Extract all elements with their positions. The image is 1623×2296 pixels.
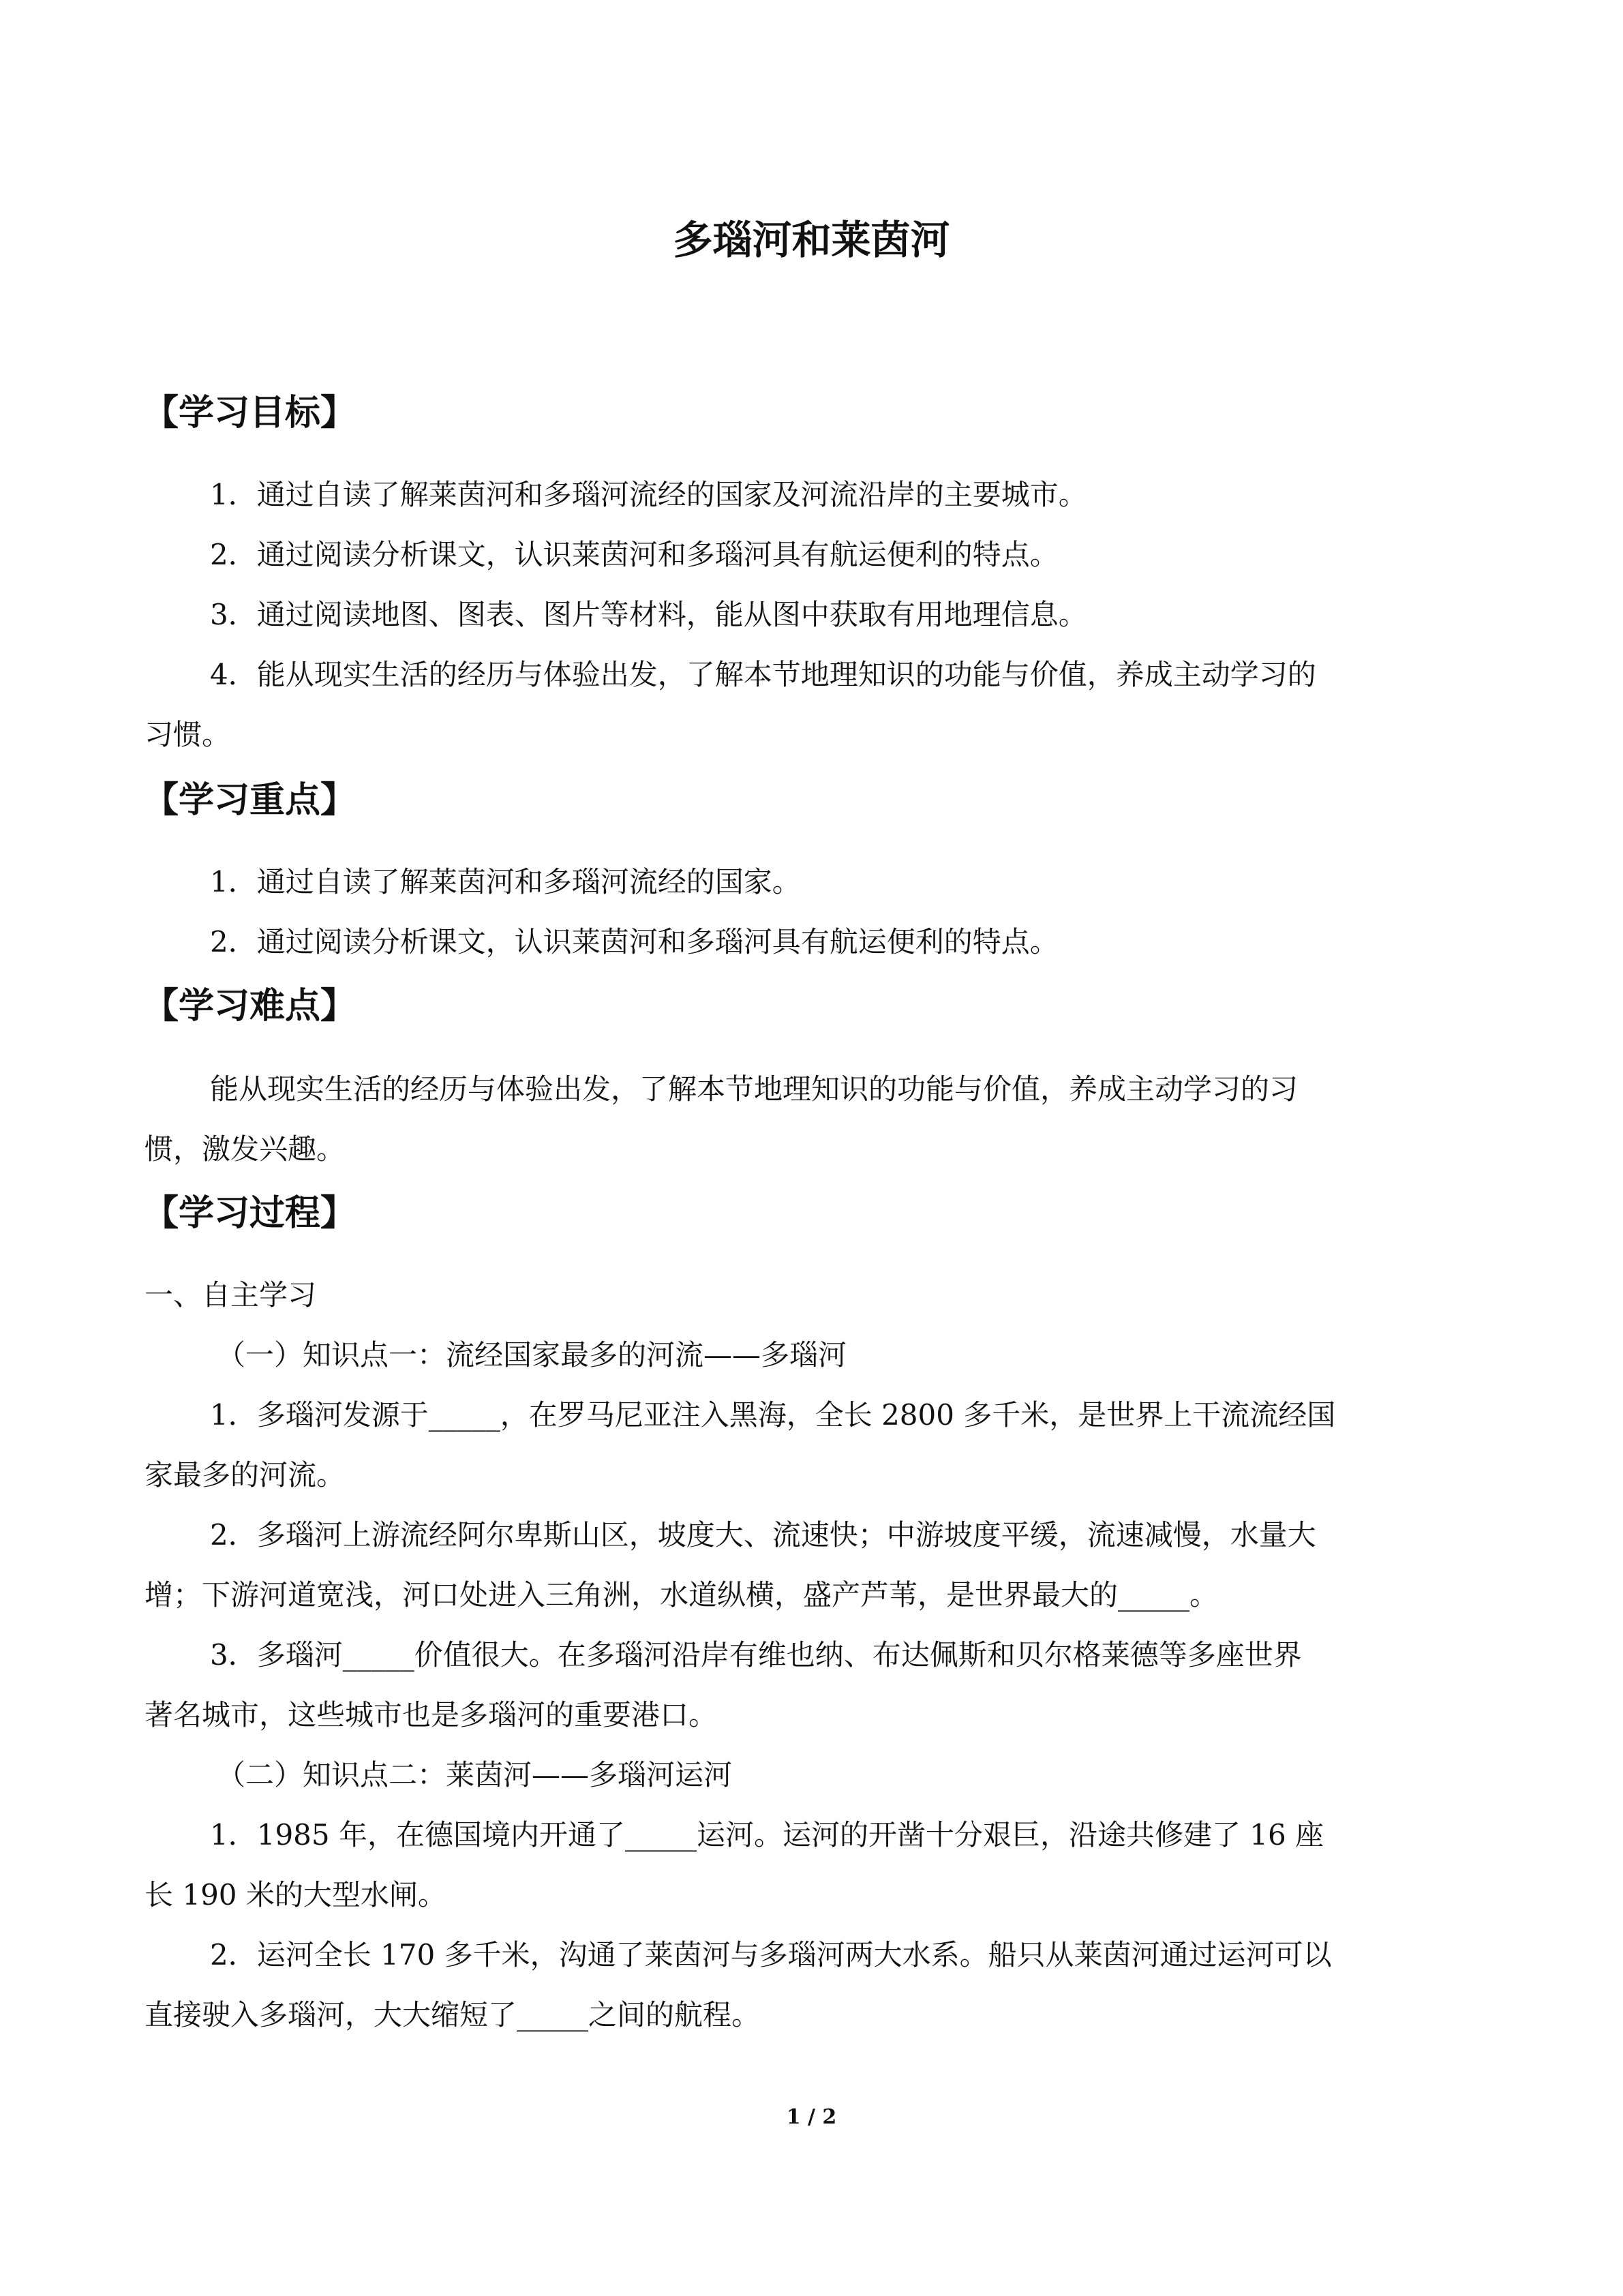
page-title: 多瑙河和莱茵河 [673, 217, 950, 263]
goal-item: 2．通过阅读分析课文，认识莱茵河和多瑙河具有航运便利的特点。 [210, 538, 1059, 571]
difficulty-text: 能从现实生活的经历与体验出发，了解本节地理知识的功能与价值，养成主动学习的习 [210, 1072, 1299, 1106]
section-heading-difficulties: 【学习难点】 [143, 986, 357, 1027]
section-heading-goals: 【学习目标】 [143, 393, 357, 434]
goal-item: 4．能从现实生活的经历与体验出发，了解本节地理知识的功能与价值，养成主动学习的 [210, 658, 1316, 691]
difficulty-text-continued: 惯，激发兴趣。 [145, 1132, 346, 1166]
exercise-line: 1．1985 年，在德国境内开通了_____运河。运河的开凿十分艰巨，沿途共修建了 16 座 [210, 1818, 1324, 1852]
exercise-line: 2．多瑙河上游流经阿尔卑斯山区，坡度大、流速快；中游坡度平缓，流速减慢，水量大 [210, 1518, 1316, 1552]
key-point-item: 2．通过阅读分析课文，认识莱茵河和多瑙河具有航运便利的特点。 [210, 925, 1059, 958]
section-heading-key-points: 【学习重点】 [143, 780, 357, 821]
exercise-line: 直接驶入多瑙河，大大缩短了_____之间的航程。 [145, 1998, 761, 2031]
goal-item-continued: 习惯。 [145, 718, 231, 751]
exercise-line: 家最多的河流。 [145, 1458, 346, 1492]
key-point-item: 1．通过自读了解莱茵河和多瑙河流经的国家。 [210, 865, 801, 898]
goal-item: 3．通过阅读地图、图表、图片等材料，能从图中获取有用地理信息。 [210, 598, 1087, 631]
exercise-line: 1．多瑙河发源于_____，在罗马尼亚注入黑海，全长 2800 多千米，是世界上干流流经国 [210, 1398, 1336, 1432]
exercise-line: 增；下游河道宽浅，河口处进入三角洲，水道纵横，盛产芦苇，是世界最大的_____。 [145, 1578, 1219, 1612]
knowledge-point-2-title: （二）知识点二：莱茵河——多瑙河运河 [217, 1758, 733, 1792]
exercise-line: 长 190 米的大型水闸。 [145, 1878, 446, 1912]
part-title-self-study: 一、自主学习 [145, 1278, 317, 1312]
section-heading-process: 【学习过程】 [143, 1193, 357, 1234]
goal-item: 1．通过自读了解莱茵河和多瑙河流经的国家及河流沿岸的主要城市。 [210, 478, 1087, 511]
exercise-line: 著名城市，这些城市也是多瑙河的重要港口。 [145, 1698, 718, 1732]
knowledge-point-1-title: （一）知识点一：流经国家最多的河流——多瑙河 [217, 1338, 847, 1372]
exercise-line: 2．运河全长 170 多千米，沟通了莱茵河与多瑙河两大水系。船只从莱茵河通过运河可以 [210, 1938, 1332, 1972]
page-number: 1 / 2 [786, 2105, 837, 2129]
exercise-line: 3．多瑙河_____价值很大。在多瑙河沿岸有维也纳、布达佩斯和贝尔格莱德等多座世界 [210, 1638, 1302, 1672]
